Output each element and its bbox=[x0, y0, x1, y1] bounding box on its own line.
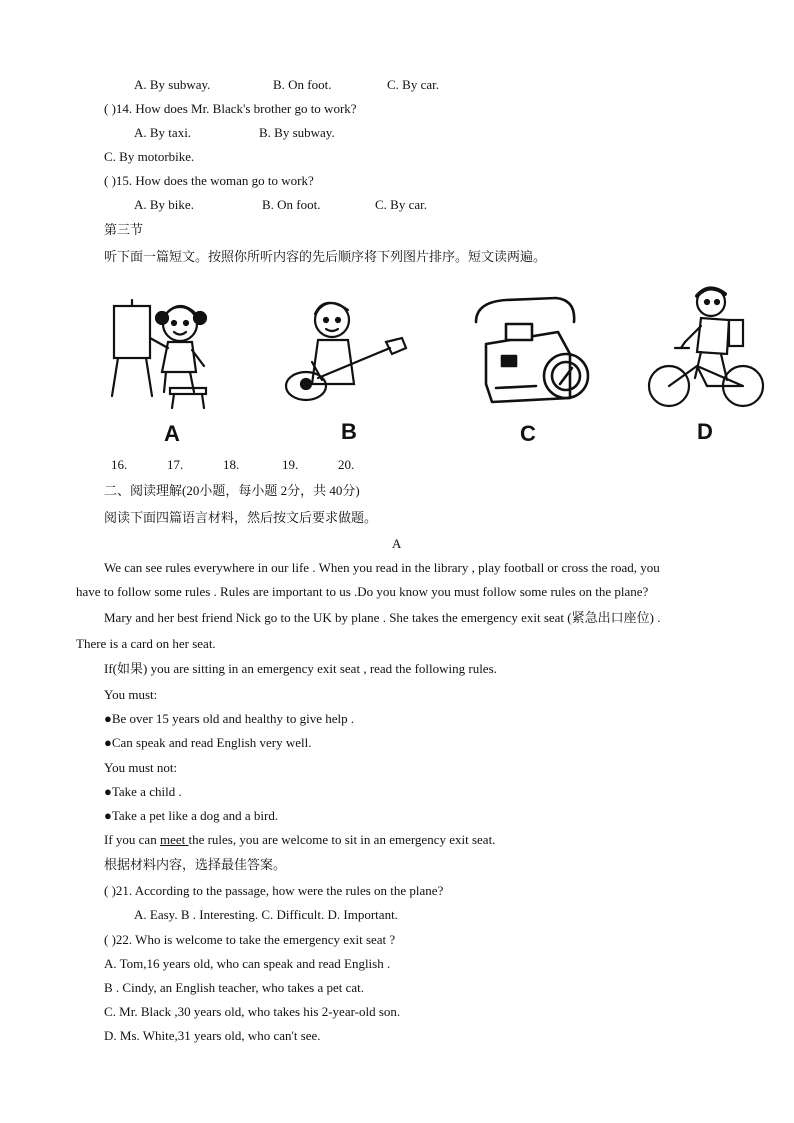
reading-heading: 二、阅读理解(20小题，每小题 2分，共 40分) bbox=[104, 483, 360, 498]
rules-must-not-heading: You must not: bbox=[104, 760, 178, 775]
q14-option-c: C. By motorbike. bbox=[104, 149, 195, 164]
section3-title: 第三节 bbox=[104, 222, 144, 237]
rule-must-2: ●Can speak and read English very well. bbox=[104, 735, 312, 750]
q15-option-b: B. On foot. bbox=[262, 197, 321, 212]
reading-instruction: 阅读下面四篇语言材料，然后按文后要求做题。 bbox=[104, 510, 378, 525]
section3-instruction: 听下面一篇短文。按照你所听内容的先后顺序将下列图片排序。短文读两遍。 bbox=[104, 249, 547, 264]
q21-stem: ( )21. According to the passage, how were the rules on the plane? bbox=[104, 883, 444, 898]
boy-bicycle-picture bbox=[645, 282, 770, 414]
camera-picture bbox=[466, 292, 596, 412]
answer-blank-20: 20. bbox=[338, 457, 355, 472]
closing-underlined-word: meet bbox=[159, 832, 189, 847]
picture-c-label: C bbox=[520, 421, 536, 446]
q22-stem: ( )22. Who is welcome to take the emergency exit seat ? bbox=[104, 932, 396, 947]
passage-p1-line1: We can see rules everywhere in our life . When you read in the library , play football or cross the road, you bbox=[104, 560, 660, 575]
q15-stem: ( )15. How does the woman go to work? bbox=[104, 173, 314, 188]
closing-pre: If you can bbox=[104, 832, 160, 847]
girl-painting-picture bbox=[108, 292, 218, 412]
q14-option-b: B. By subway. bbox=[259, 125, 335, 140]
q22-option-d: D. Ms. White,31 years old, who can't see. bbox=[104, 1028, 321, 1043]
answer-blank-16: 16. bbox=[111, 457, 128, 472]
q14-option-a: A. By taxi. bbox=[134, 125, 192, 140]
q13-option-c: C. By car. bbox=[387, 77, 439, 92]
q14-stem: ( )14. How does Mr. Black's brother go to work? bbox=[104, 101, 357, 116]
passage-p3: If(如果) you are sitting in an emergency exit seat , read the following rules. bbox=[104, 661, 497, 676]
rules-must-heading: You must: bbox=[104, 687, 158, 702]
picture-a-label: A bbox=[164, 421, 180, 446]
passage-p2-line2: There is a card on her seat. bbox=[76, 636, 216, 651]
task-instruction: 根据材料内容，选择最佳答案。 bbox=[104, 857, 287, 872]
q21-options: A. Easy. B . Interesting. C. Difficult. D. Important. bbox=[134, 907, 398, 922]
answer-blank-17: 17. bbox=[167, 457, 184, 472]
q15-option-a: A. By bike. bbox=[134, 197, 194, 212]
q13-option-b: B. On foot. bbox=[273, 77, 332, 92]
q15-option-c: C. By car. bbox=[375, 197, 427, 212]
answer-blank-18: 18. bbox=[223, 457, 240, 472]
rule-must-not-2: ●Take a pet like a dog and a bird. bbox=[104, 808, 279, 823]
rule-must-1: ●Be over 15 years old and healthy to give help . bbox=[104, 711, 355, 726]
picture-b-label: B bbox=[341, 419, 357, 444]
answer-blank-19: 19. bbox=[282, 457, 299, 472]
passage-p2-line1: Mary and her best friend Nick go to the UK by plane . She takes the emergency exit seat (紧急出口座位) . bbox=[104, 610, 661, 625]
q22-option-c: C. Mr. Black ,30 years old, who takes his 2-year-old son. bbox=[104, 1004, 401, 1019]
passage-label: A bbox=[392, 536, 402, 551]
passage-closing bbox=[104, 832, 495, 848]
q22-option-a: A. Tom,16 years old, who can speak and read English . bbox=[104, 956, 391, 971]
passage-p1-line2: have to follow some rules . Rules are important to us .Do you know you must follow some rules on the plane? bbox=[76, 584, 649, 599]
rule-must-not-1: ●Take a child . bbox=[104, 784, 182, 799]
boy-guitar-picture bbox=[278, 292, 418, 412]
q13-option-a: A. By subway. bbox=[134, 77, 211, 92]
picture-d-label: D bbox=[697, 419, 713, 444]
closing-post: the rules, you are welcome to sit in an emergency exit seat. bbox=[188, 832, 496, 847]
q22-option-b: B . Cindy, an English teacher, who takes a pet cat. bbox=[104, 980, 365, 995]
